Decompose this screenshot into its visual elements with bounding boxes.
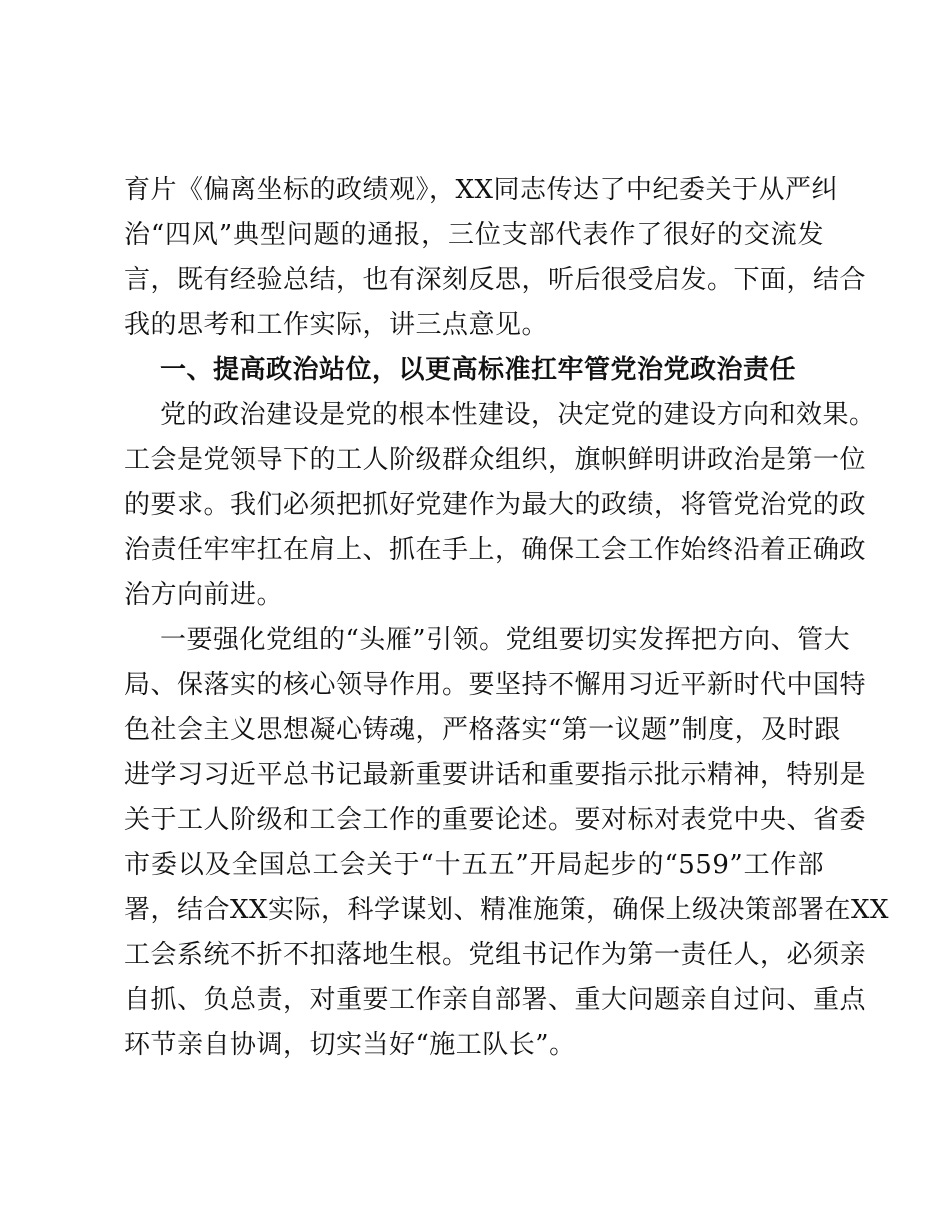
section-paragraph-1-line-3: 的要求。我们必须把抓好党建作为最大的政绩，将管党治党的政 bbox=[124, 490, 867, 520]
section-paragraph-2-line-5: 关于工人阶级和工会工作的重要论述。要对标对表党中央、省委 bbox=[124, 805, 867, 835]
intro-paragraph-line-4: 我的思考和工作实际，讲三点意见。 bbox=[124, 310, 549, 340]
section-paragraph-2-line-1: 一要强化党组的“头雁”引领。党组要切实发挥把方向、管大 bbox=[160, 625, 851, 655]
section-heading: 一、提高政治站位，以更高标准扛牢管党治党政治责任 bbox=[160, 355, 797, 385]
section-paragraph-2-line-10: 环节亲自协调，切实当好“施工队长”。 bbox=[124, 1030, 576, 1060]
section-paragraph-2-line-9: 自抓、负总责，对重要工作亲自部署、重大问题亲自过问、重点 bbox=[124, 985, 867, 1015]
document-body bbox=[124, 168, 890, 1068]
section-paragraph-2-line-4: 进学习习近平总书记最新重要讲话和重要指示批示精神，特别是 bbox=[124, 760, 867, 790]
intro-paragraph-line-3: 言，既有经验总结，也有深刻反思，听后很受启发。下面，结合 bbox=[124, 265, 867, 295]
section-paragraph-2-line-8: 工会系统不折不扣落地生根。党组书记作为第一责任人，必须亲 bbox=[124, 940, 867, 970]
section-paragraph-1-line-2: 工会是党领导下的工人阶级群众组织，旗帜鲜明讲政治是第一位 bbox=[124, 445, 867, 475]
section-paragraph-1-line-4: 治责任牢牢扛在肩上、抓在手上，确保工会工作始终沿着正确政 bbox=[124, 535, 867, 565]
section-paragraph-1-line-1: 党的政治建设是党的根本性建设，决定党的建设方向和效果。 bbox=[160, 400, 876, 430]
intro-paragraph-line-1: 育片《偏离坐标的政绩观》，XX同志传达了中纪委关于从严纠 bbox=[124, 175, 839, 205]
section-paragraph-1-line-5: 治方向前进。 bbox=[124, 580, 284, 610]
section-paragraph-2-line-7: 署，结合XX实际，科学谋划、精准施策，确保上级决策部署在XX bbox=[124, 895, 890, 925]
section-paragraph-2-line-6: 市委以及全国总工会关于“十五五”开局起步的“559”工作部 bbox=[124, 850, 824, 880]
intro-paragraph-line-2: 治“四风”典型问题的通报，三位支部代表作了很好的交流发 bbox=[124, 220, 824, 250]
section-paragraph-2-line-2: 局、保落实的核心领导作用。要坚持不懈用习近平新时代中国特 bbox=[124, 670, 867, 700]
section-paragraph-2-line-3: 色社会主义思想凝心铸魂，严格落实“第一议题”制度，及时跟 bbox=[124, 715, 841, 745]
